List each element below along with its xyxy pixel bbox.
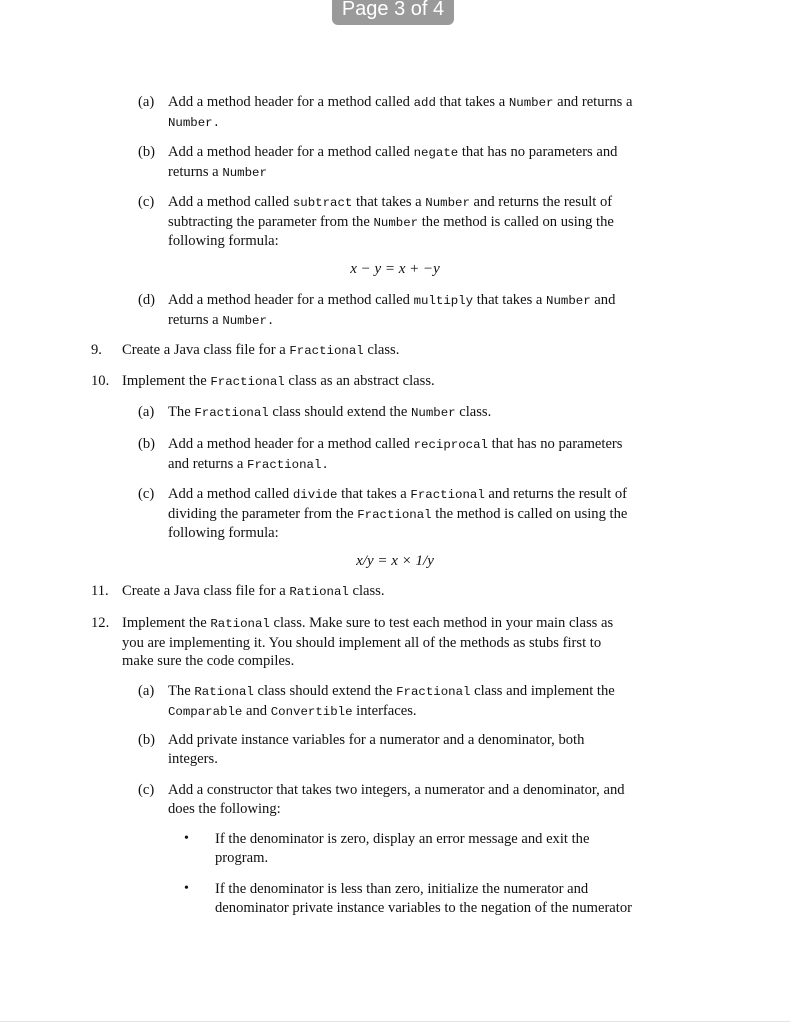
item-label: 9. bbox=[91, 342, 102, 358]
item-label: (a) bbox=[138, 404, 155, 420]
bullet-icon: • bbox=[184, 831, 189, 846]
formula-divide: x/y = x × 1/y bbox=[356, 553, 434, 569]
item-label: (d) bbox=[138, 292, 156, 308]
item-label: (a) bbox=[138, 683, 155, 699]
bullet-icon: • bbox=[184, 881, 189, 896]
document-page: Page 3 of 4 (a) Add a method header for a method called add that takes a Number and returns a Number. (b) Add a method header for a method called negate that has no parameters and returns a Number (c) Add a method called subtract that takes a Number and returns the result of subtracting the parameter from the Number the method is called on using the following formula: x − y = x + −y (d) Add a method header for a method called multiply that takes a Number and returns a Number. 9. Create a Java class file for a Fractional class. 10. Implement the Fractional class as an abstract class. (a) The Fractional class should extend the Number class. (b) Add a method header for a method called reciprocal that has no parameters and returns a Fractional. (c) Add a method called divide that takes a Fractional and returns the result of dividing the parameter from the Fractional the method is called on using the following formula: x/y = x × 1/y 11. Create a Java class file for a Rational class. 12. Implement the Rational class. Make sure to test each method in your main class as you are implementing it. You should implement all of the methods as stubs first to make sure the code compiles. (a) The Rational class should extend the Fractional class and implement the Comparable and Convertible interfaces. (b) Add private instance variables for a numerator and a denominator, both integers. (c) Add a constructor that takes two integers, a numerator and a denominator, and does the following: • If the denominator is zero, display an error message and exit the program. • If the denominator is less than zero, initialize the numerator and denominator private instance variables to the negation of the numerator bbox=[0, 0, 790, 1024]
item-label: (b) bbox=[138, 144, 156, 160]
item-label: 10. bbox=[91, 373, 110, 389]
item-label: (b) bbox=[138, 436, 156, 452]
item-label: (c) bbox=[138, 782, 155, 798]
page-bottom-divider bbox=[0, 1021, 790, 1022]
formula-subtract: x − y = x + −y bbox=[350, 261, 440, 277]
page-indicator: Page 3 of 4 bbox=[332, 0, 454, 25]
item-label: (b) bbox=[138, 732, 156, 748]
item-label: (a) bbox=[138, 94, 155, 110]
item-label: 11. bbox=[91, 583, 109, 599]
item-label: 12. bbox=[91, 615, 110, 631]
item-label: (c) bbox=[138, 194, 155, 210]
item-label: (c) bbox=[138, 486, 155, 502]
